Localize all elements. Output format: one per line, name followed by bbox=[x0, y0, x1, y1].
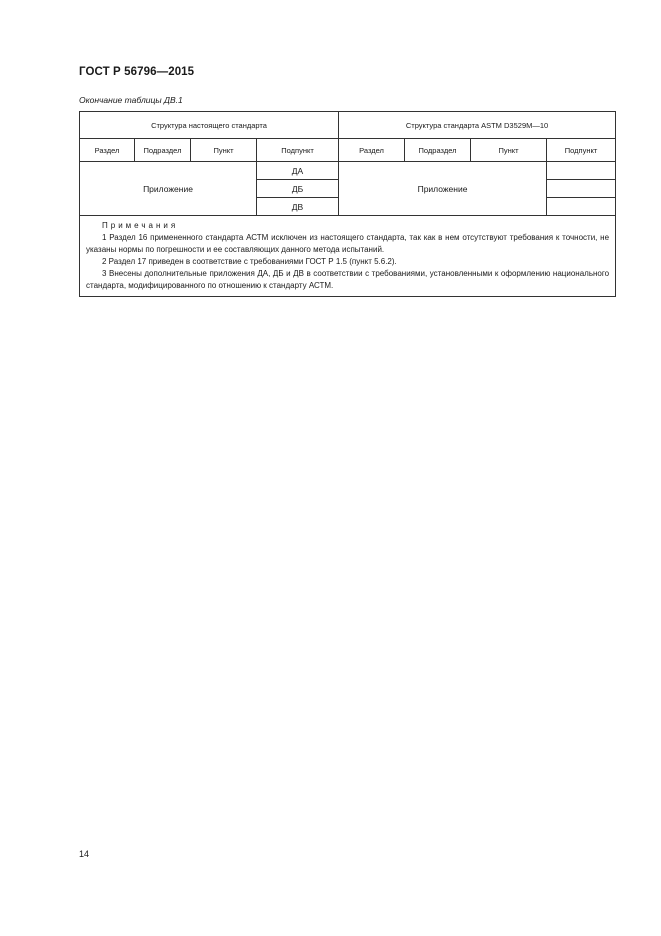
right-group-header: Структура стандарта ASTM D3529M—10 bbox=[339, 112, 616, 139]
empty-subclause-cell-2 bbox=[547, 180, 616, 198]
left-appendix-label: Приложение bbox=[80, 162, 257, 216]
correspondence-table bbox=[79, 111, 616, 297]
notes-title: Примечания bbox=[102, 221, 179, 230]
appendix-code-da: ДА bbox=[257, 162, 339, 180]
note-item-3: 3 Внесены дополнительные приложения ДА, ДБ и ДВ в соответствии с требованиями, установленными к оформлению национального стандарта, модифицированного по отношению к стандарту АСТМ. bbox=[86, 269, 610, 290]
right-appendix-label: Приложение bbox=[339, 162, 547, 216]
notes-cell bbox=[80, 216, 616, 297]
note-item-2: 2 Раздел 17 приведен в соответствие с требованиями ГОСТ Р 1.5 (пункт 5.6.2). bbox=[102, 257, 397, 266]
empty-subclause-cell-1 bbox=[547, 162, 616, 180]
page-number: 14 bbox=[79, 849, 90, 859]
note-item-1: 1 Раздел 16 примененного стандарта АСТМ исключен из настоящего стандарта, так как в нем отсутствуют требования к точности, не указаны нормы по погрешности и ее составляющих данного метода испытаний. bbox=[86, 233, 610, 254]
left-col-clause: Пункт bbox=[191, 139, 257, 162]
right-col-section: Раздел bbox=[339, 139, 405, 162]
right-col-subsection: Подраздел bbox=[405, 139, 471, 162]
document-code: ГОСТ Р 56796—2015 bbox=[79, 66, 195, 78]
empty-subclause-cell-3 bbox=[547, 198, 616, 216]
left-col-subclause: Подпункт bbox=[257, 139, 339, 162]
table-caption: Окончание таблицы ДВ.1 bbox=[79, 95, 183, 105]
left-group-header: Структура настоящего стандарта bbox=[80, 112, 339, 139]
appendix-code-dv: ДВ bbox=[257, 198, 339, 216]
left-col-subsection: Подраздел bbox=[135, 139, 191, 162]
left-col-section: Раздел bbox=[80, 139, 135, 162]
right-col-subclause: Подпункт bbox=[547, 139, 616, 162]
right-col-clause: Пункт bbox=[471, 139, 547, 162]
appendix-code-db: ДБ bbox=[257, 180, 339, 198]
